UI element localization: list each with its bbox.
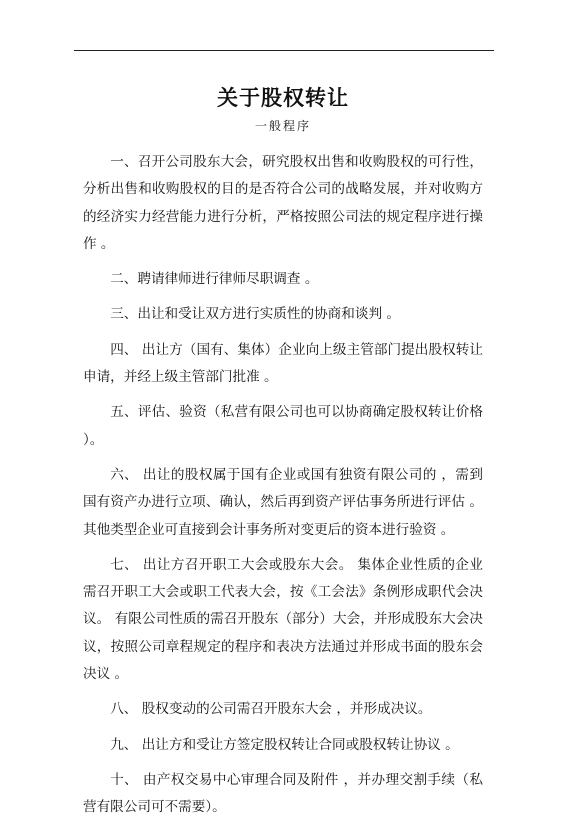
- document-subtitle: 一般程序: [254, 119, 311, 133]
- paragraph-9: 九、 出让方和受让方签定股权转让合同或股权转让协议 。: [110, 736, 459, 753]
- paragraph-2: 二、聘请律师进行律师尽职调查 。: [110, 271, 319, 288]
- header-rule: [74, 50, 494, 51]
- paragraph-7: 七、 出让方召开职工大会或股东大会。 集体企业性质的企业需召开职工大会或职工代表大会，按《工会法》条例形成职代会决议。 有限公司性质的需召开股东（部分）大会，并形成股东大会决议，按照公司章程规定的程序和表决方法通过并形成书面的股东会决议 。: [83, 556, 483, 683]
- paragraph-1: 一、召开公司股东大会，研究股权出售和收购股权的可行性，分析出售和收购股权的目的是否符合公司的战略发展，并对收购方的经济实力经营能力进行分析，严格按照公司法的规定程序进行操作 。: [83, 154, 483, 252]
- document-body: [83, 149, 483, 830]
- paragraph-10: 十、 由产权交易中心审理合同及附件 ，并办理交割手续（私营有限公司可不需要）。: [83, 771, 483, 816]
- paragraph-6: 六、 出让的股权属于国有企业或国有独资有限公司的 ，需到国有资产办进行立项、确认，然后再到资产评估事务所进行评估 。 其他类型企业可直接到会计事务所对变更后的资本进行验资 。: [83, 466, 483, 538]
- paragraph-8: 八、 股权变动的公司需召开股东大会 ，并形成决议。: [110, 701, 432, 718]
- paragraph-4: 四、 出让方（国有、集体）企业向上级主管部门提出股权转让申请，并经上级主管部门批准 。: [83, 341, 483, 386]
- paragraph-5: 五、评估、验资（私营有限公司也可以协商确定股权转让价格 ）。: [83, 404, 483, 448]
- paragraph-3: 三、出让和受让双方进行实质性的协商和谈判 。: [110, 306, 400, 323]
- document-title: 关于股权转让: [217, 86, 349, 110]
